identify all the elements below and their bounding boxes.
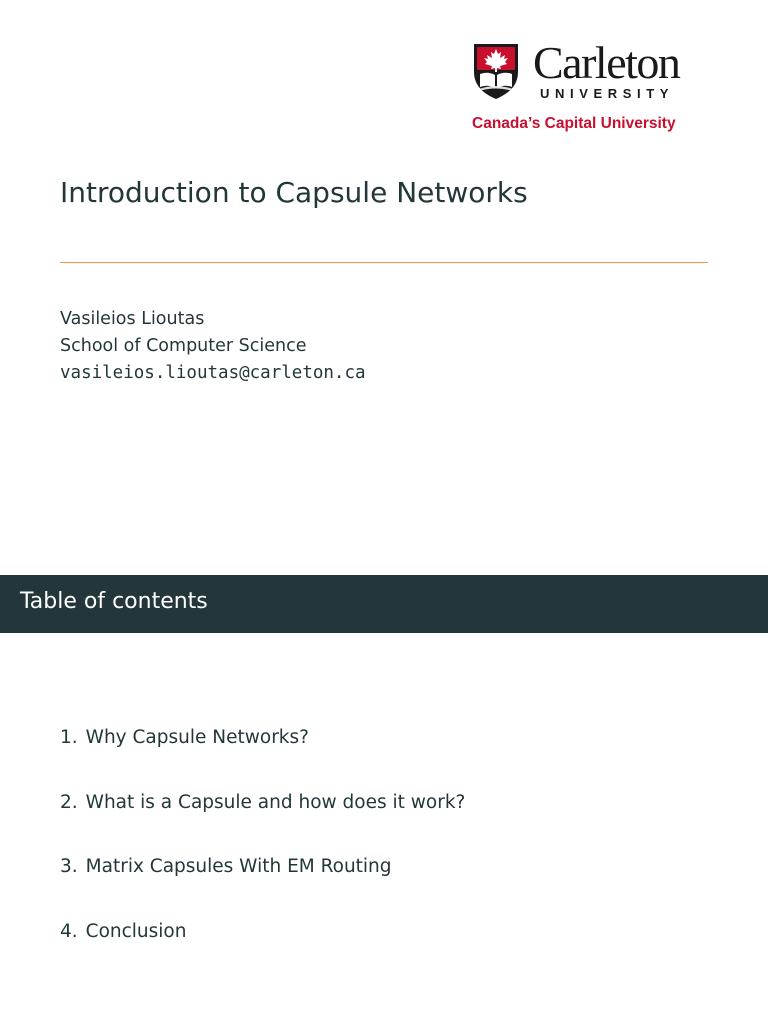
author-name: Vasileios Lioutas: [60, 309, 205, 329]
toc-item-number: 2.: [60, 791, 78, 813]
toc-item-label: Why Capsule Networks?: [85, 727, 309, 748]
toc-item-label: Conclusion: [85, 920, 187, 942]
title-separator: [60, 262, 708, 263]
logo-university-text: UNIVERSITY: [540, 86, 675, 101]
toc-item-number: 4.: [60, 920, 78, 942]
toc-item-number: 3.: [60, 856, 78, 877]
toc-item-number: 1.: [60, 727, 78, 748]
toc-item-label: Matrix Capsules With EM Routing: [85, 856, 392, 877]
logo-wordmark: Carleton: [533, 37, 680, 88]
toc-item[interactable]: [60, 921, 465, 986]
author-institute: School of Computer Science: [60, 336, 307, 356]
toc-list: [60, 727, 465, 985]
toc-item[interactable]: [60, 792, 465, 857]
author-email: vasileios.lioutas@carleton.ca: [60, 363, 366, 383]
frame-header: [0, 575, 768, 633]
frame-title: Table of contents: [20, 589, 208, 614]
toc-item[interactable]: [60, 727, 465, 792]
presentation-title: Introduction to Capsule Networks: [60, 176, 528, 209]
logo-tagline: Canada’s Capital University: [472, 115, 676, 132]
toc-item-label: What is a Capsule and how does it work?: [85, 791, 466, 813]
toc-item[interactable]: [60, 856, 465, 921]
carleton-logo: [472, 37, 712, 136]
toc-slide: [0, 575, 768, 1024]
carleton-shield-icon: [472, 42, 520, 100]
